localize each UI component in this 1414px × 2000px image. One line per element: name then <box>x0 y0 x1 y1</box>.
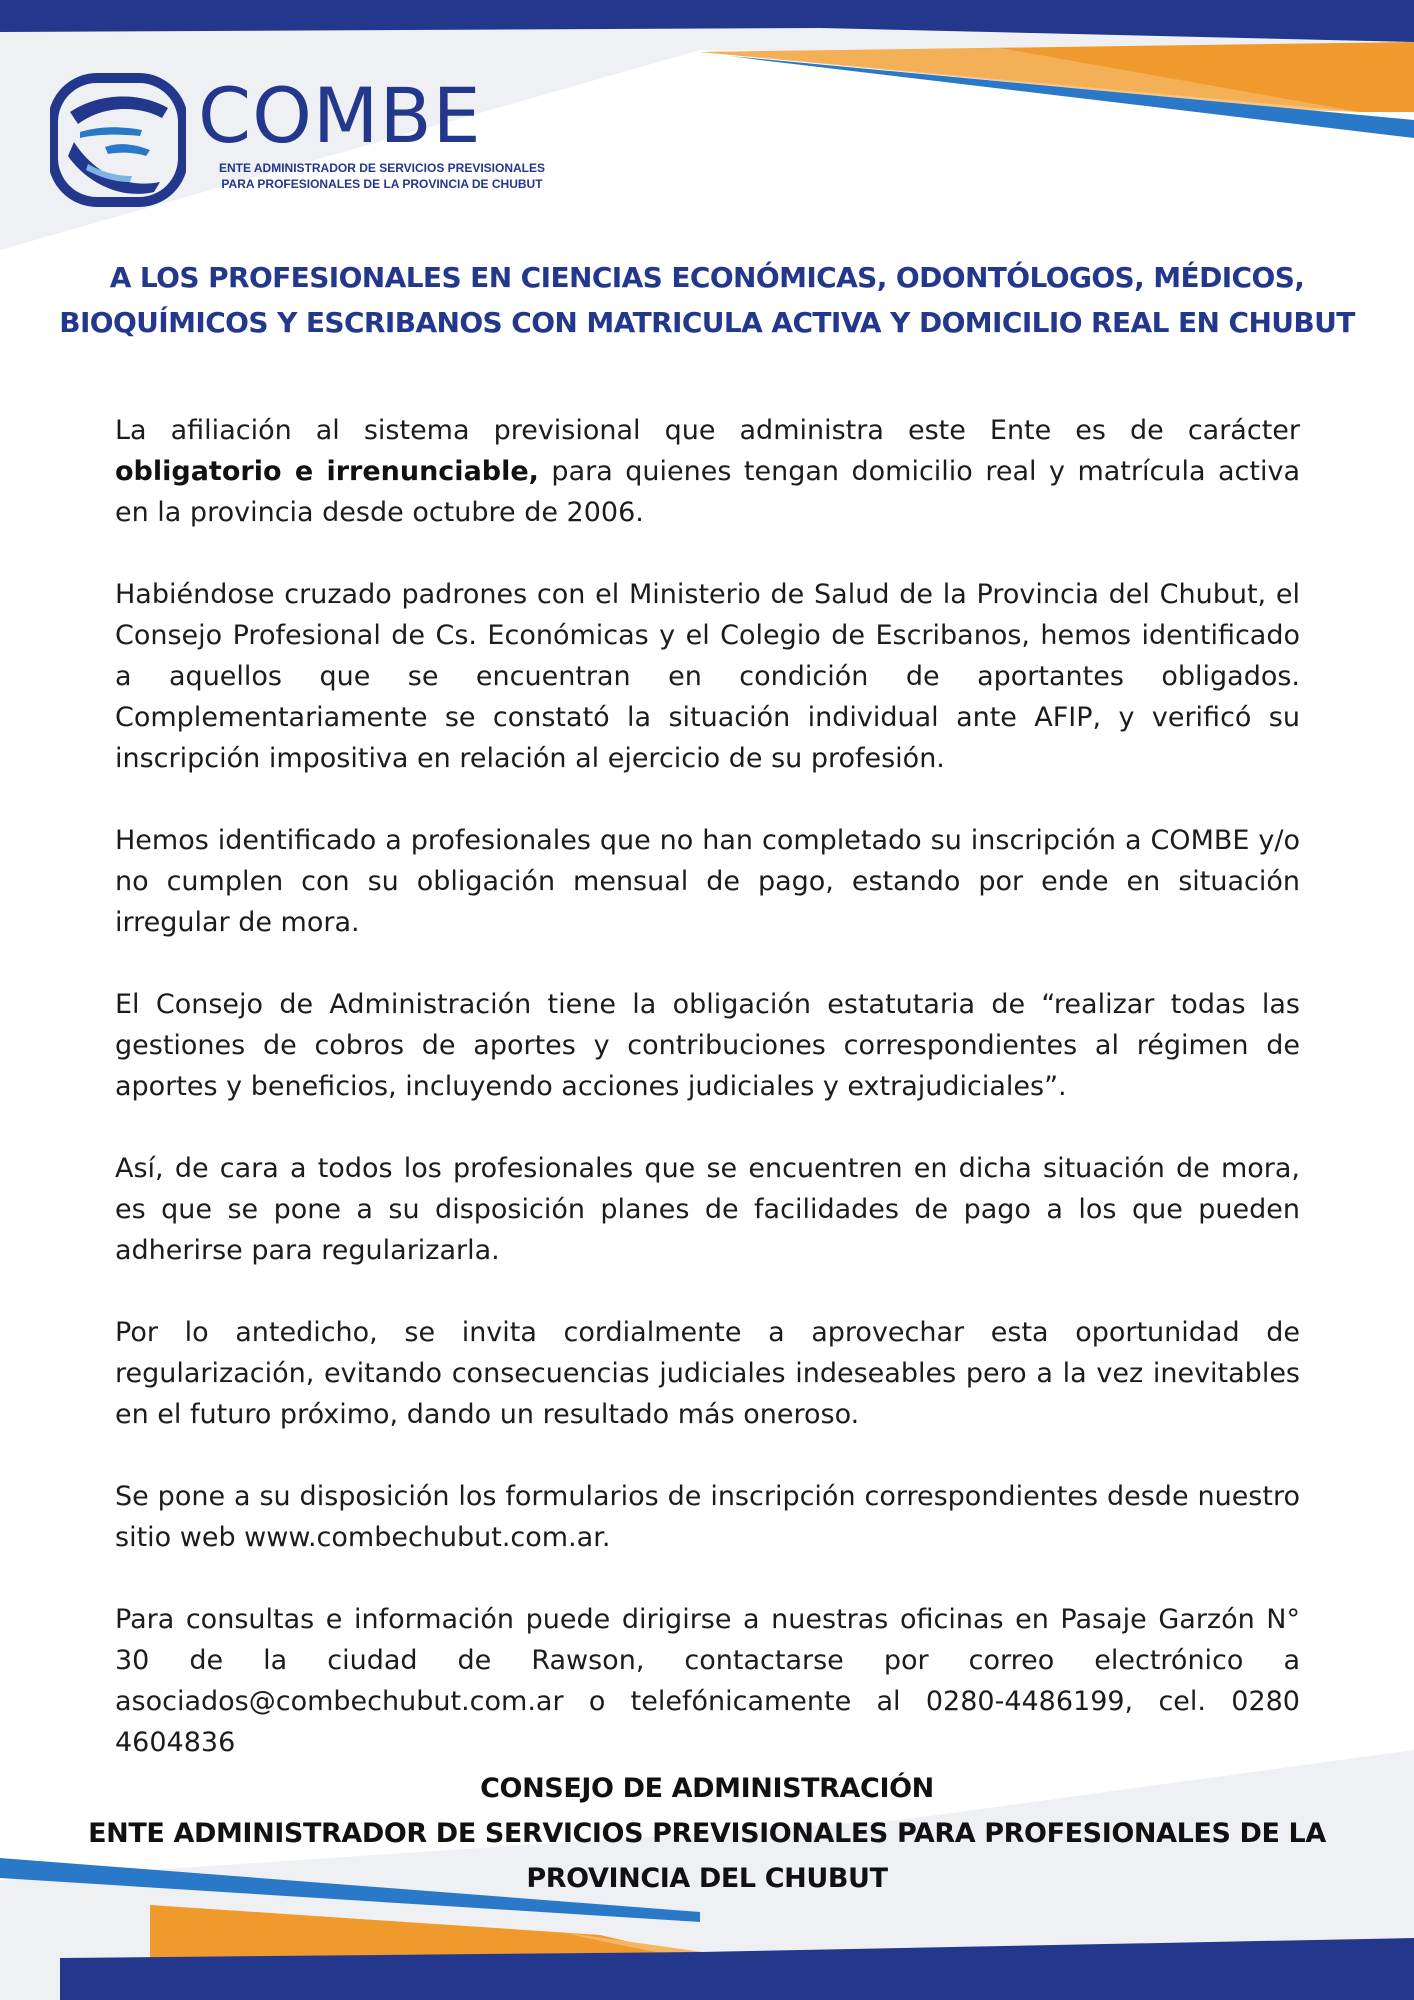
paragraph-affiliation-end: para quienes tengan domicilio real y matrícula activa en la provincia desde octubre de 2006. <box>115 456 1300 528</box>
paragraph-irregular: Hemos identificado a profesionales que no han completado su inscripción a COMBE y/o no cumplen con su obligación mensual de pago, estando por ende en situación irregular de mora. <box>115 825 1300 938</box>
logo-subtitle <box>202 160 562 192</box>
logo-subtitle-line2: PARA PROFESIONALES DE LA PROVINCIA DE CHUBUT <box>221 177 543 191</box>
paragraph-contact: Para consultas e información puede dirigirse a nuestras oficinas en Pasaje Garzón N° 30 de la ciudad de Rawson, contactarse por correo electrónico a asociados@combechubut.com.ar o telefónicamente al 0280-4486199, cel. 0280 4604836 <box>115 1604 1300 1758</box>
logo-subtitle-line1: ENTE ADMINISTRADOR DE SERVICIOS PREVISIONALES <box>218 161 546 175</box>
combe-emblem-icon <box>50 72 186 208</box>
signature-council: CONSEJO DE ADMINISTRACIÓN <box>480 1773 934 1804</box>
paragraph-affiliation <box>115 410 1300 533</box>
paragraph-affiliation-start: La afiliación al sistema previsional que administra este Ente es de carácter <box>115 415 1300 446</box>
paragraph-forms: Se pone a su disposición los formularios de inscripción correspondientes desde nuestro sitio web www.combechubut.com.ar. <box>115 1481 1300 1553</box>
letter-body <box>115 410 1300 1804</box>
logo-wordmark: COMBE <box>198 71 482 160</box>
paragraph-affiliation-bold: obligatorio e irrenunciable, <box>115 456 539 487</box>
page-title: A LOS PROFESIONALES EN CIENCIAS ECONÓMICAS, ODONTÓLOGOS, MÉDICOS, BIOQUÍMICOS Y ESCRIBANOS CON MATRICULA ACTIVA Y DOMICILIO REAL EN CHUBUT <box>59 261 1355 339</box>
signature-block <box>30 1766 1384 1901</box>
paragraph-invitation: Por lo antedicho, se invita cordialmente a aprovechar esta oportunidad de regularización, evitando consecuencias judiciales indeseables pero a la vez inevitables en el futuro próximo, dando un resultado más oneroso. <box>115 1317 1300 1430</box>
paragraph-cross-check: Habiéndose cruzado padrones con el Ministerio de Salud de la Provincia del Chubut, el Consejo Profesional de Cs. Económicas y el Colegio de Escribanos, hemos identificado a aquellos que se encuentran en condición de aportantes obligados. Complementariamente se constató la situación individual ante AFIP, y verificó su inscripción impositiva en relación al ejercicio de su profesión. <box>115 579 1300 774</box>
paragraph-obligation: El Consejo de Administración tiene la obligación estatutaria de “realizar todas las gestiones de cobros de aportes y contribuciones correspondientes al régimen de aportes y beneficios, incluyendo acciones judiciales y extrajudiciales”. <box>115 989 1300 1102</box>
signature-entity: ENTE ADMINISTRADOR DE SERVICIOS PREVISIONALES PARA PROFESIONALES DE LA PROVINCIA DEL CHUBUT <box>88 1818 1326 1894</box>
combe-logo <box>50 71 546 212</box>
paragraph-payment-plans: Así, de cara a todos los profesionales que se encuentren en dicha situación de mora, es que se pone a su disposición planes de facilidades de pago a los que pueden adherirse para regularizarla. <box>115 1153 1300 1266</box>
